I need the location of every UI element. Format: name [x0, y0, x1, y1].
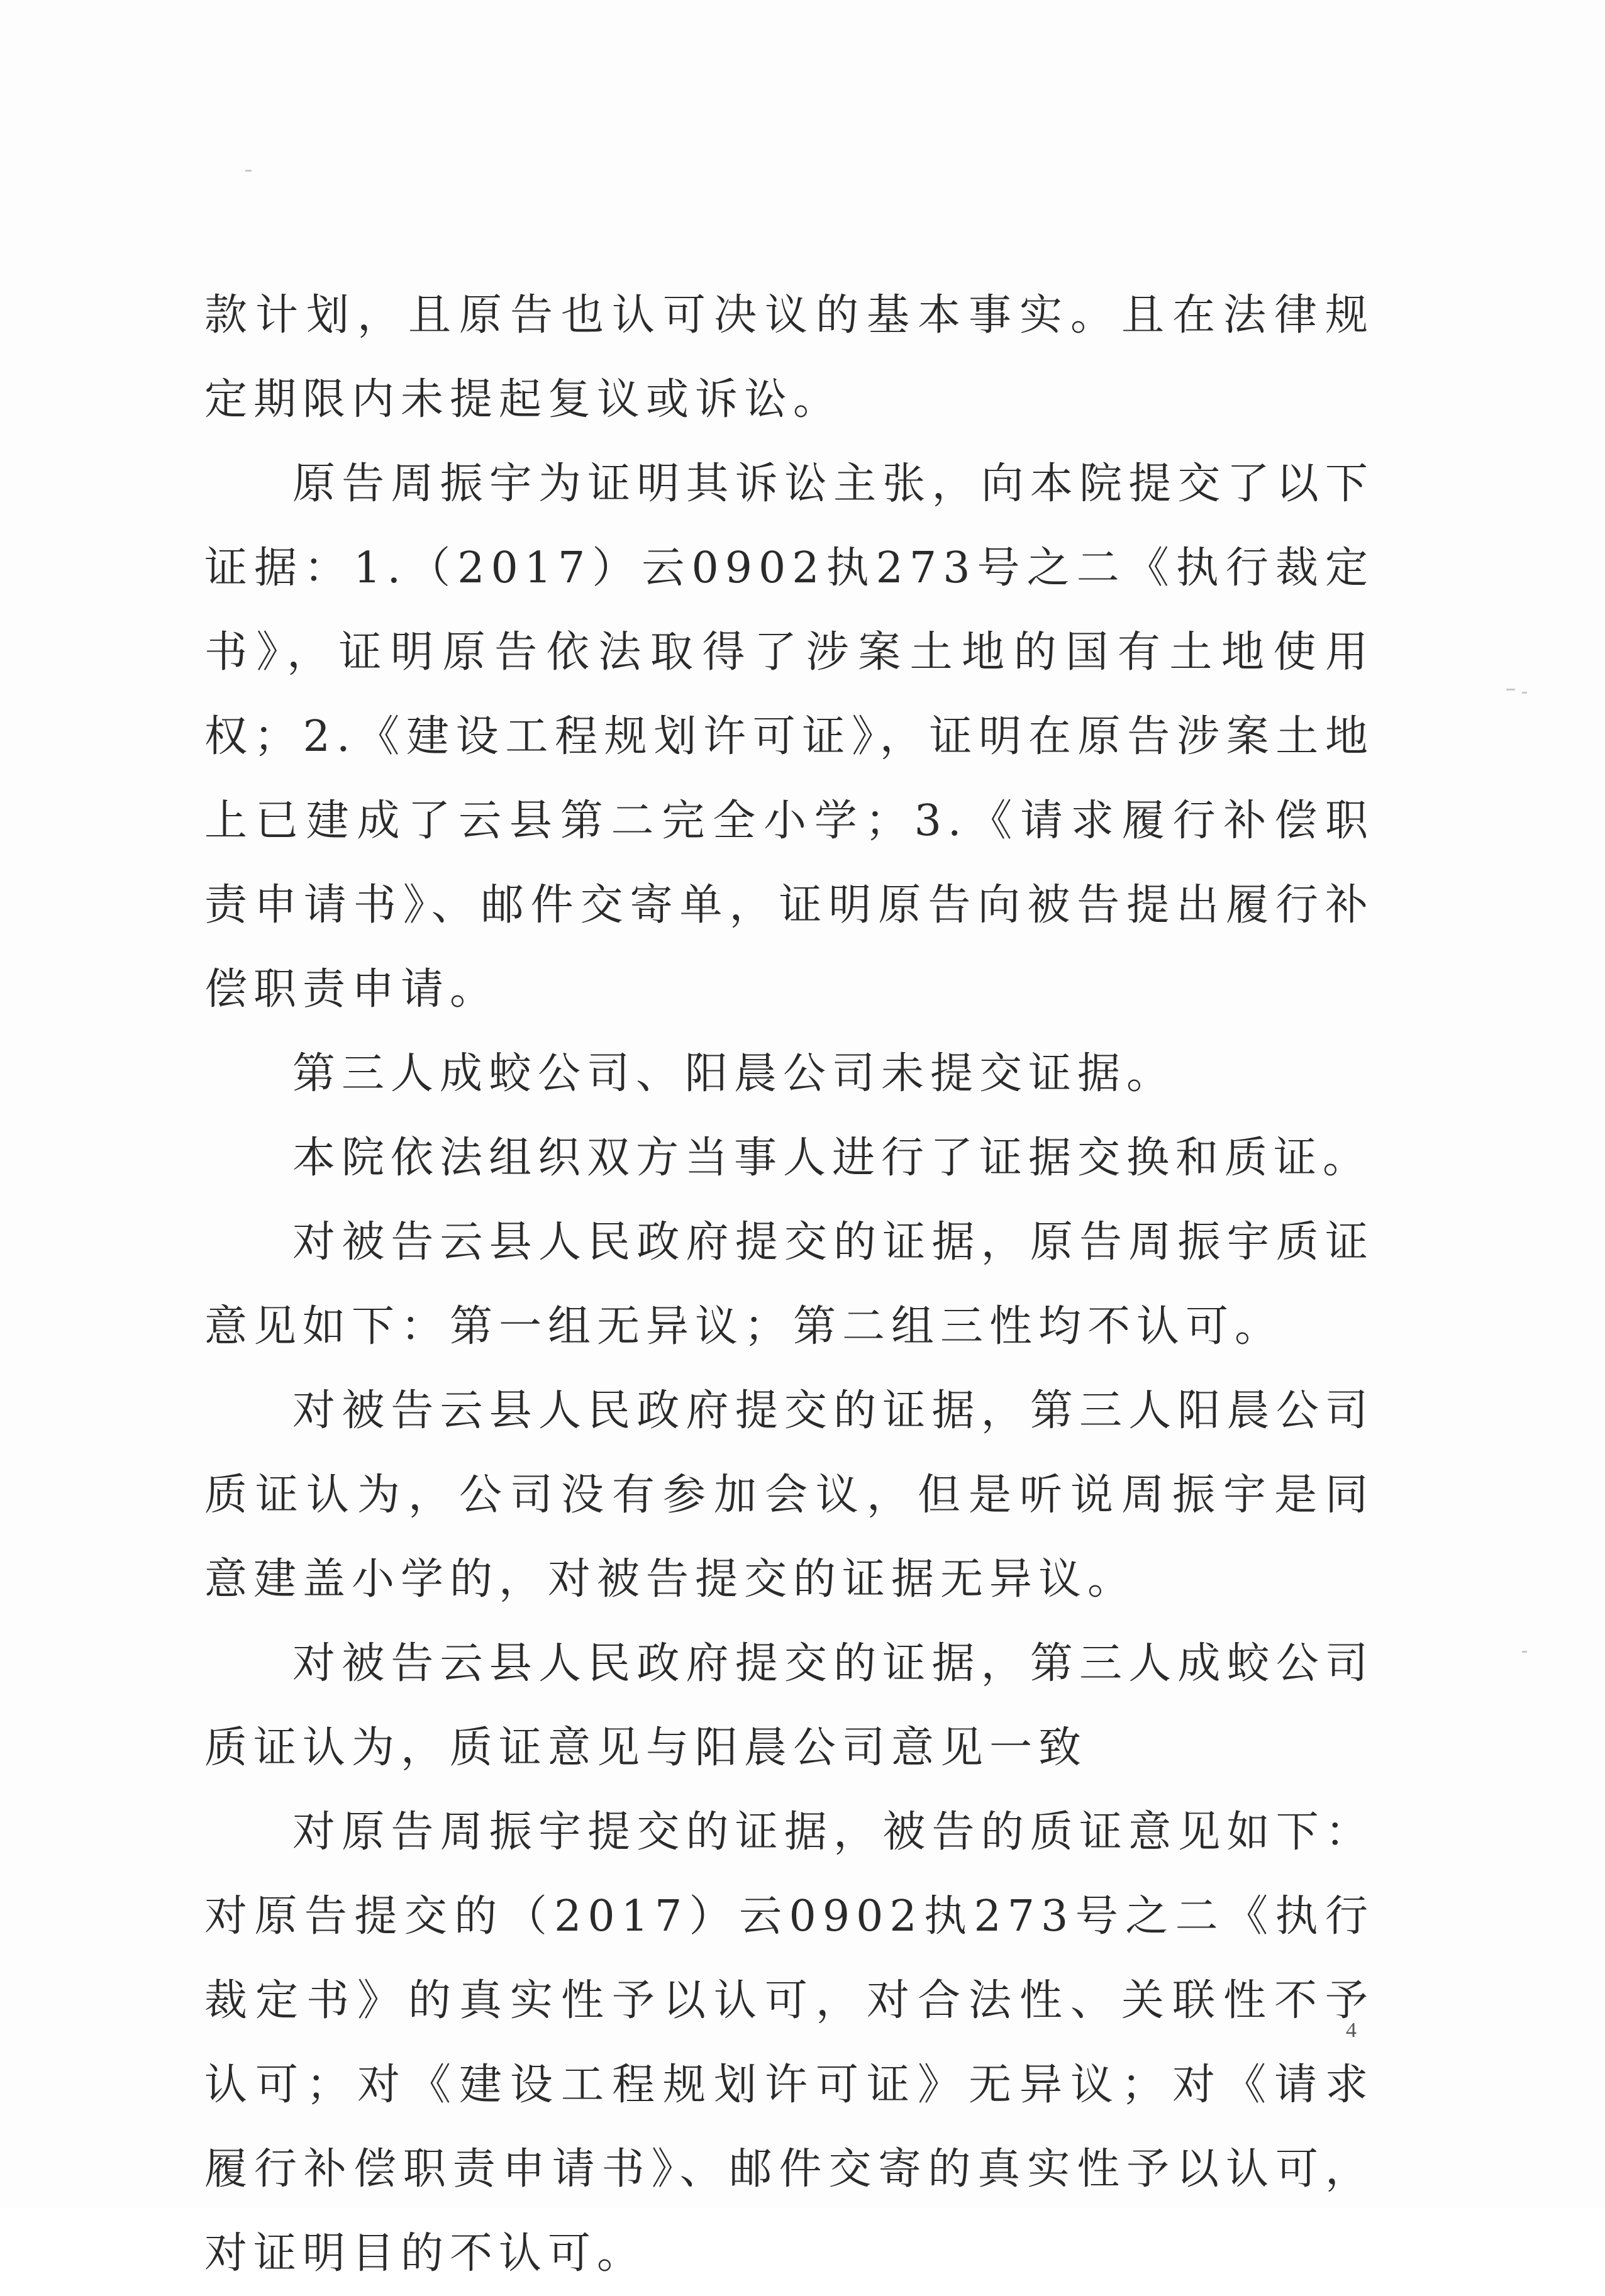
scan-speck — [1522, 692, 1527, 694]
paragraph-defendant-opinion: 对原告周振宇提交的证据，被告的质证意见如下：对原告提交的（2017）云0902执273号之二《执行裁定书》的真实性予以认可，对合法性、关联性不予认可；对《建设工程规划许可证》无异议；对《请求履行补偿职责申请书》、邮件交寄的真实性予以认可，对证明目的不认可。 — [204, 1807, 1374, 2278]
paragraph-chengjiao-opinion: 对被告云县人民政府提交的证据，第三人成蛟公司质证认为，质证意见与阳晨公司意见一致 — [204, 1639, 1374, 1773]
page-number: 4 — [1346, 2019, 1357, 2042]
paragraph-plaintiff-opinion: 对被告云县人民政府提交的证据，原告周振宇质证意见如下：第一组无异议；第二组三性均不认可。 — [204, 1217, 1374, 1351]
scan-speck — [1506, 689, 1515, 690]
document-body — [204, 274, 1374, 2296]
paragraph-yangchen-opinion: 对被告云县人民政府提交的证据，第三人阳晨公司质证认为，公司没有参加会议，但是听说周振宇是同意建盖小学的，对被告提交的证据无异议。 — [204, 1386, 1374, 1604]
paragraph-evidence-exchange: 本院依法组织双方当事人进行了证据交换和质证。 — [292, 1133, 1372, 1183]
paragraph-plaintiff-evidence: 原告周振宇为证明其诉讼主张，向本院提交了以下证据：1.（2017）云0902执273号之二《执行裁定书》，证明原告依法取得了涉案土地的国有土地使用权；2.《建设工程规划许可证》，证明在原告涉案土地上已建成了云县第二完全小学；3.《请求履行补偿职责申请书》、邮件交寄单，证明原告向被告提出履行补偿职责申请。 — [204, 459, 1374, 1014]
scan-speck — [245, 170, 252, 172]
paragraph-third-party-no-evidence: 第三人成蛟公司、阳晨公司未提交证据。 — [292, 1049, 1176, 1099]
paragraph-continued: 款计划，且原告也认可决议的基本事实。且在法律规定期限内未提起复议或诉讼。 — [204, 291, 1374, 424]
scan-speck — [1522, 1651, 1527, 1653]
